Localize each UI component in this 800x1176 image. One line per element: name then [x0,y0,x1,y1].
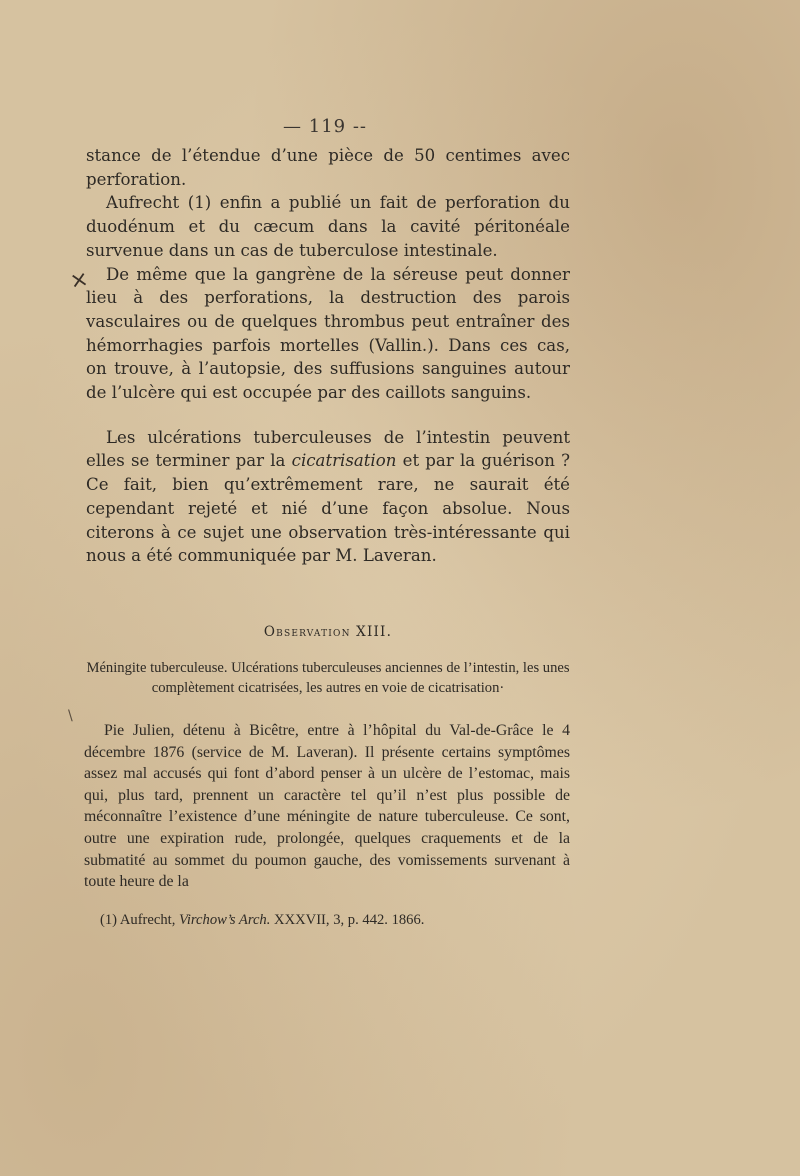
paragraph-text: Les ulcérations tuberculeuses de l’intestin peuvent elles se terminer par la [86,427,570,471]
observation-paragraph: Pie Julien, détenu à Bicêtre, entre à l’hôpital du Val-de-Grâce le 4 décembre 1876 (service de M. Laveran). Il présente certains symptômes assez mal accusés qui font d’abord penser à un ulcère de l’estomac, mais qui, plus tard, prennent un caractère tel qu’il n’est plus possible de méconnaître l’existence d’une méningite de nature tuberculeuse. Ce sont, outre une expiration rude, prolongée, quelques craquements et de la submatité au sommet du poumon gauche, des vomissements survenant à toute heure de la [84,722,570,891]
footnote-text: (1) Aufrecht, [100,912,180,928]
paragraph-continuation: stance de l’étendue d’une pièce de 50 centimes avec perforation. [86,146,570,189]
footnote-text: XXXVII, 3, p. 442. 1866. [270,912,425,928]
footnote-italic: Virchow’s Arch. [179,912,271,928]
footnote [100,912,570,929]
margin-tick: \ [68,708,73,724]
page-number: — 119 -- [283,116,367,137]
main-text [86,144,570,568]
paragraph-aufrecht: Aufrecht (1) enfin a publié un fait de perforation du duodénum et du cæcum dans la cavité péritonéale survenue dans un cas de tuberculose intestinale. [86,193,570,260]
paragraph-text: et par la guérison ? Ce fait, bien qu’extrêmement rare, ne saurait été cependant rejeté et nié d’une façon absolue. Nous citerons à ce sujet une observation très-intéressante qui nous a été communiquée par M. Laveran. [86,451,571,566]
observation-text [84,720,570,893]
italic-term: cicatrisation [291,451,397,471]
observation-subtitle: Méningite tuberculeuse. Ulcérations tuberculeuses anciennes de l’intestin, les unes complètement cicatrisées, les autres en voie de cicatrisation· [86,660,570,696]
paragraph-hemorrhagies: De même que la gangrène de la séreuse peut donner lieu à des perforations, la destruction des parois vasculaires ou de quelques thrombus peut entraîner des hémorrhagies parfois mortelles (Vallin.). Dans ces cas, on trouve, à l’autopsie, des suffusions sanguines autour de l’ulcère qui est occupée par des caillots sanguins. [86,264,570,403]
margin-mark: ⨯ [67,266,91,295]
observation-title: Observation XIII. [263,624,393,640]
paragraph-cicatrisation [86,426,570,568]
